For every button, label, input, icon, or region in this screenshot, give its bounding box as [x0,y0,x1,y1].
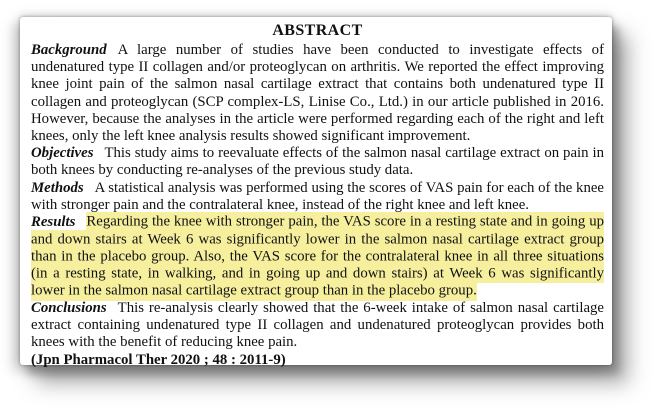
section-objectives [31,145,604,179]
citation-line: (Jpn Pharmacol Ther 2020 ; 48 : 2011-9) [31,351,286,368]
section-background [31,42,604,145]
section-results [31,214,604,300]
section-objectives-label: Objectives [31,145,94,162]
section-background-label: Background [31,42,107,58]
section-results-label: Results [31,214,76,231]
section-methods-text: A statistical analysis was performed using the scores of VAS pain for each of the knee with stronger pain and the contralateral knee, instead of the right knee and left knee. [31,179,604,213]
section-conclusions-text: This re-analysis clearly showed that the 6-week intake of salmon nasal cartilage extract containing undenatured type II collagen and undenatured proteoglycan provides both knees with the benefit of reducing knee pain. [31,300,604,351]
section-methods-label: Methods [31,179,84,196]
section-conclusions [31,300,604,352]
results-highlighted-text: Regarding the knee with stronger pain, the VAS score in a resting state and in going up and down stairs at Week 6 was significantly lower in the salmon nasal cartilage extract group than in the placebo group. Also, the VAS score for the contralateral knee in all three situations (in a resting state, in walking, and in going up and down stairs) at Week 6 was significantly lower in the salmon nasal cartilage extract group than in the placebo group. [31,214,604,299]
section-conclusions-label: Conclusions [31,300,107,317]
abstract-title: ABSTRACT [272,22,363,39]
section-background-text: A large number of studies have been conducted to investigate effects of undenatured type II collagen and/or proteoglycan on arthritis. We reported the effect improving knee joint pain of the salmon nasal cartilage extract that contains both undenatured type II collagen and proteoglycan (SCP complex-LS, Linise Co., Ltd.) in our article published in 2016. However, because the analyses in the article were performed regarding each of the right and left knees, only the left knee analysis results showed significant improvement. [31,42,604,145]
section-methods [31,180,604,214]
section-objectives-text: This study aims to reevaluate effects of the salmon nasal cartilage extract on pain in both knees by conducting re-analyses of the previous study data. [31,145,604,179]
abstract-card [20,17,612,368]
